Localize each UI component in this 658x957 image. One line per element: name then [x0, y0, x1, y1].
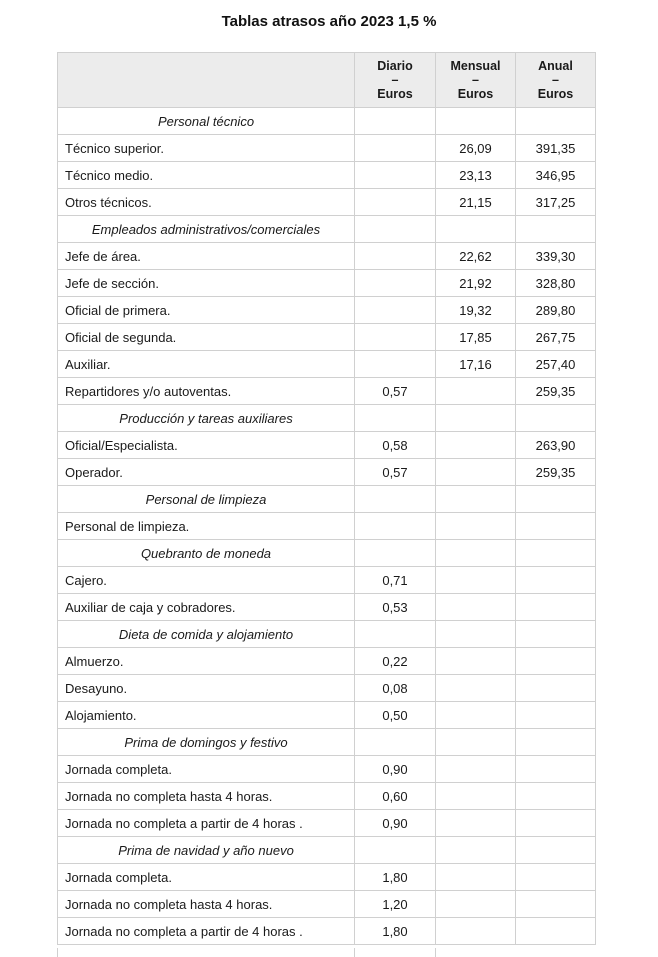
header-col-mensual: [436, 53, 516, 108]
mensual-cell-empty: [436, 540, 516, 567]
header-corner-cell: [58, 53, 355, 108]
mensual-cell: [436, 378, 516, 405]
anual-cell-empty: [516, 810, 596, 837]
diario-cell: 0,22: [355, 648, 436, 675]
diario-cell: 1,80: [355, 864, 436, 891]
row-label-cell: Personal de limpieza: [58, 486, 355, 513]
mensual-cell-empty: [436, 729, 516, 756]
row-label-cell: Oficial de segunda.: [58, 324, 355, 351]
data-row: [58, 702, 596, 729]
row-label-cell: Quebranto de moneda: [58, 540, 355, 567]
header-col-diario: [355, 53, 436, 108]
diario-cell: [355, 486, 436, 513]
mensual-cell: 21,92: [436, 270, 516, 297]
stub-border-mid: [354, 948, 355, 957]
mensual-cell: [436, 459, 516, 486]
row-label-cell: Técnico medio.: [58, 162, 355, 189]
section-row: [58, 621, 596, 648]
section-row: [58, 486, 596, 513]
row-label-cell: Operador.: [58, 459, 355, 486]
row-label-cell: Jefe de área.: [58, 243, 355, 270]
mensual-cell: [436, 513, 516, 540]
table-header: [58, 53, 596, 108]
diario-cell: [355, 540, 436, 567]
diario-cell: 0,60: [355, 783, 436, 810]
mensual-cell-empty: [436, 891, 516, 918]
data-row: [58, 891, 596, 918]
row-label-cell: Técnico superior.: [58, 135, 355, 162]
cutoff-row-stub: [57, 948, 436, 957]
diario-cell: [355, 621, 436, 648]
anual-cell-empty: [516, 756, 596, 783]
data-row: [58, 459, 596, 486]
row-label-cell: Jornada no completa a partir de 4 horas .: [58, 918, 355, 945]
anual-cell: 328,80: [516, 270, 596, 297]
diario-cell: 0,71: [355, 567, 436, 594]
mensual-cell-empty: [436, 702, 516, 729]
row-label-cell: Desayuno.: [58, 675, 355, 702]
diario-cell: 0,50: [355, 702, 436, 729]
anual-cell: 263,90: [516, 432, 596, 459]
stub-border-right: [435, 948, 436, 957]
row-label-cell: Jornada completa.: [58, 756, 355, 783]
row-label-cell: Auxiliar.: [58, 351, 355, 378]
diario-cell: [355, 135, 436, 162]
anual-cell-empty: [516, 891, 596, 918]
mensual-cell-empty: [436, 783, 516, 810]
anual-cell: 289,80: [516, 297, 596, 324]
diario-cell: 1,80: [355, 918, 436, 945]
data-row: [58, 513, 596, 540]
row-label-cell: Jornada no completa a partir de 4 horas .: [58, 810, 355, 837]
data-row: [58, 432, 596, 459]
anual-cell: 257,40: [516, 351, 596, 378]
anual-cell: [516, 513, 596, 540]
diario-cell: 0,53: [355, 594, 436, 621]
section-row: [58, 837, 596, 864]
diario-cell: [355, 351, 436, 378]
anual-cell-empty: [516, 648, 596, 675]
mensual-cell: 17,85: [436, 324, 516, 351]
diario-cell: 0,57: [355, 459, 436, 486]
diario-cell: [355, 837, 436, 864]
stub-border-left: [57, 948, 58, 957]
data-row: [58, 378, 596, 405]
data-row: [58, 162, 596, 189]
diario-cell: 0,90: [355, 756, 436, 783]
row-label-cell: Empleados administrativos/comerciales: [58, 216, 355, 243]
anual-cell-empty: [516, 864, 596, 891]
mensual-cell: 23,13: [436, 162, 516, 189]
header-row: [58, 53, 596, 108]
mensual-cell-empty: [436, 864, 516, 891]
diario-cell: [355, 189, 436, 216]
header-col-unit: Euros: [537, 87, 574, 101]
header-col-name: Mensual: [450, 59, 501, 73]
diario-cell: [355, 324, 436, 351]
mensual-cell-empty: [436, 594, 516, 621]
diario-cell: [355, 297, 436, 324]
header-col-dash: –: [391, 73, 399, 87]
anual-cell: 391,35: [516, 135, 596, 162]
data-row: [58, 756, 596, 783]
anual-cell: [516, 405, 596, 432]
mensual-cell-empty: [436, 837, 516, 864]
mensual-cell: 26,09: [436, 135, 516, 162]
anual-cell-empty: [516, 621, 596, 648]
data-row: [58, 567, 596, 594]
anual-cell-empty: [516, 783, 596, 810]
row-label-cell: Jornada no completa hasta 4 horas.: [58, 891, 355, 918]
anual-cell: [516, 216, 596, 243]
anual-cell: 259,35: [516, 378, 596, 405]
mensual-cell: [436, 216, 516, 243]
anual-cell: 339,30: [516, 243, 596, 270]
diario-cell: 0,58: [355, 432, 436, 459]
page: [0, 12, 658, 957]
diario-cell: [355, 270, 436, 297]
header-col-unit: Euros: [457, 87, 494, 101]
mensual-cell-empty: [436, 675, 516, 702]
mensual-cell: 21,15: [436, 189, 516, 216]
mensual-cell: 17,16: [436, 351, 516, 378]
anual-cell: [516, 486, 596, 513]
header-col-dash: –: [552, 73, 559, 87]
header-col-name: Anual: [538, 59, 573, 73]
anual-cell-empty: [516, 702, 596, 729]
row-label-cell: Otros técnicos.: [58, 189, 355, 216]
anual-cell: 267,75: [516, 324, 596, 351]
row-label-cell: Cajero.: [58, 567, 355, 594]
row-label-cell: Jornada completa.: [58, 864, 355, 891]
mensual-cell: [436, 108, 516, 135]
mensual-cell-empty: [436, 918, 516, 945]
data-row: [58, 648, 596, 675]
header-col-name: Diario: [377, 59, 413, 73]
row-label-cell: Personal de limpieza.: [58, 513, 355, 540]
anual-cell-empty: [516, 567, 596, 594]
anual-cell: 317,25: [516, 189, 596, 216]
row-label-cell: Oficial/Especialista.: [58, 432, 355, 459]
row-label-cell: Dieta de comida y alojamiento: [58, 621, 355, 648]
mensual-cell-empty: [436, 756, 516, 783]
data-row: [58, 810, 596, 837]
section-row: [58, 405, 596, 432]
data-row: [58, 270, 596, 297]
row-label-cell: Personal técnico: [58, 108, 355, 135]
anual-cell: 259,35: [516, 459, 596, 486]
diario-cell: 0,57: [355, 378, 436, 405]
row-label-cell: Repartidores y/o autoventas.: [58, 378, 355, 405]
atrasos-table: [57, 52, 596, 945]
data-row: [58, 297, 596, 324]
section-row: [58, 108, 596, 135]
header-col-anual: [516, 53, 596, 108]
section-row: [58, 540, 596, 567]
section-row: [58, 216, 596, 243]
row-label-cell: Oficial de primera.: [58, 297, 355, 324]
mensual-cell: 22,62: [436, 243, 516, 270]
diario-cell: [355, 162, 436, 189]
data-row: [58, 864, 596, 891]
data-row: [58, 351, 596, 378]
anual-cell-empty: [516, 918, 596, 945]
header-col-dash: –: [472, 73, 479, 87]
mensual-cell: [436, 405, 516, 432]
row-label-cell: Producción y tareas auxiliares: [58, 405, 355, 432]
data-row: [58, 324, 596, 351]
mensual-cell-empty: [436, 621, 516, 648]
data-row: [58, 135, 596, 162]
row-label-cell: Auxiliar de caja y cobradores.: [58, 594, 355, 621]
anual-cell: [516, 108, 596, 135]
data-row: [58, 918, 596, 945]
diario-cell: [355, 405, 436, 432]
row-label-cell: Alojamiento.: [58, 702, 355, 729]
data-row: [58, 594, 596, 621]
anual-cell-empty: [516, 594, 596, 621]
diario-cell: [355, 729, 436, 756]
data-row: [58, 783, 596, 810]
row-label-cell: Prima de navidad y año nuevo: [58, 837, 355, 864]
row-label-cell: Prima de domingos y festivo: [58, 729, 355, 756]
diario-cell: 0,90: [355, 810, 436, 837]
mensual-cell-empty: [436, 648, 516, 675]
diario-cell: [355, 243, 436, 270]
row-label-cell: Jefe de sección.: [58, 270, 355, 297]
anual-cell-empty: [516, 837, 596, 864]
section-row: [58, 729, 596, 756]
row-label-cell: Jornada no completa hasta 4 horas.: [58, 783, 355, 810]
mensual-cell: 19,32: [436, 297, 516, 324]
table-body: [58, 108, 596, 945]
diario-cell: 0,08: [355, 675, 436, 702]
row-label-cell: Almuerzo.: [58, 648, 355, 675]
data-row: [58, 675, 596, 702]
data-row: [58, 189, 596, 216]
diario-cell: [355, 216, 436, 243]
anual-cell-empty: [516, 540, 596, 567]
mensual-cell-empty: [436, 567, 516, 594]
anual-cell: 346,95: [516, 162, 596, 189]
diario-cell: 1,20: [355, 891, 436, 918]
header-col-unit: Euros: [377, 87, 413, 101]
mensual-cell-empty: [436, 810, 516, 837]
diario-cell: [355, 513, 436, 540]
diario-cell: [355, 108, 436, 135]
anual-cell-empty: [516, 675, 596, 702]
mensual-cell: [436, 432, 516, 459]
data-row: [58, 243, 596, 270]
mensual-cell: [436, 486, 516, 513]
page-title: Tablas atrasos año 2023 1,5 %: [221, 13, 437, 30]
anual-cell-empty: [516, 729, 596, 756]
